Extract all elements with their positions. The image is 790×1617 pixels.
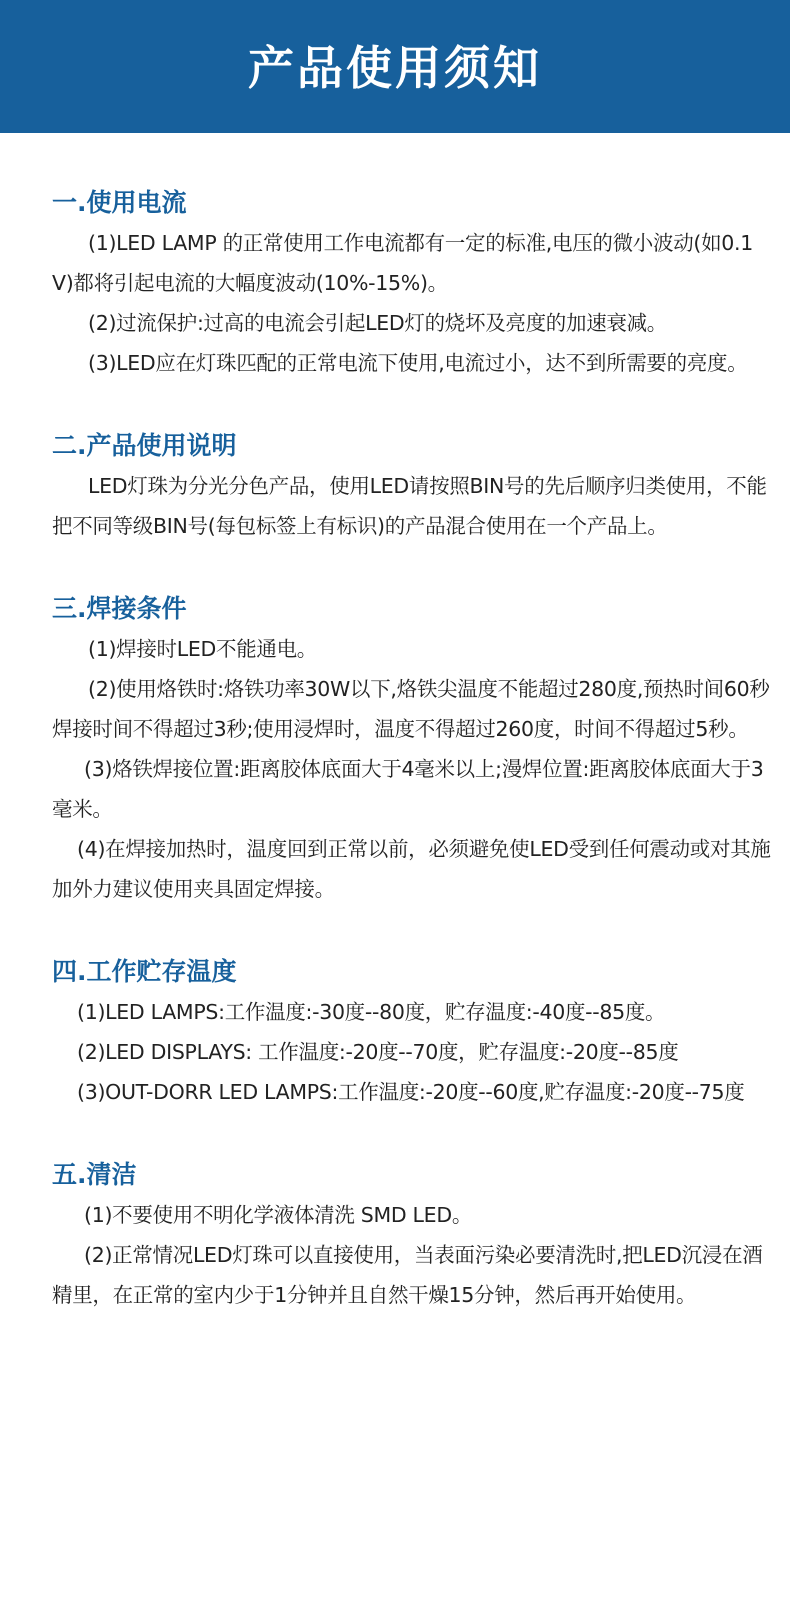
section-title: 一.使用电流 (52, 188, 187, 217)
section-title: 五.清洁 (52, 1160, 137, 1189)
paragraph: (2)使用烙铁时:烙铁功率30W以下,烙铁尖温度不能超过280度,预热时间60秒焊接时间不得超过3秒;使用浸焊时，温度不得超过260度，时间不得超过5秒。 (52, 677, 770, 741)
page-title: 产品使用须知 (248, 40, 542, 95)
paragraph: (2)LED DISPLAYS: 工作温度:-20度--70度，贮存温度:-20度--85度 (77, 1040, 679, 1064)
paragraph: (2)过流保护:过高的电流会引起LED灯的烧坏及亮度的加速衰减。 (88, 311, 668, 335)
section-title: 二.产品使用说明 (52, 431, 237, 460)
notice-content (52, 183, 772, 1358)
paragraph: (3)烙铁焊接位置:距离胶体底面大于4毫米以上;漫焊位置:距离胶体底面大于3毫米。 (52, 757, 764, 821)
header-banner (0, 0, 790, 133)
paragraph: LED灯珠为分光分色产品，使用LED请按照BIN号的先后顺序归类使用，不能把不同等级BIN号(每包标签上有标识)的产品混合使用在一个产品上。 (52, 474, 767, 538)
section-usage (52, 426, 772, 546)
paragraph: (3)LED应在灯珠匹配的正常电流下使用,电流过小，达不到所需要的亮度。 (88, 351, 748, 375)
paragraph: (2)正常情况LED灯珠可以直接使用，当表面污染必要清洗时,把LED沉浸在酒精里，在正常的室内少于1分钟并且自然干燥15分钟，然后再开始使用。 (52, 1243, 763, 1307)
section-cleaning (52, 1155, 772, 1315)
section-title: 三.焊接条件 (52, 594, 187, 623)
section-title: 四.工作贮存温度 (52, 957, 237, 986)
section-temperature (52, 952, 772, 1112)
paragraph: (1)不要使用不明化学液体清洗 SMD LED。 (84, 1203, 473, 1227)
paragraph: (3)OUT-DORR LED LAMPS:工作温度:-20度--60度,贮存温度:-20度--75度 (77, 1080, 745, 1104)
paragraph: (1)LED LAMPS:工作温度:-30度--80度，贮存温度:-40度--85度。 (77, 1000, 666, 1024)
paragraph: (4)在焊接加热时，温度回到正常以前，必须避免使LED受到任何震动或对其施加外力建议使用夹具固定焊接。 (52, 837, 771, 901)
section-current (52, 183, 772, 383)
paragraph: (1)LED LAMP 的正常使用工作电流都有一定的标准,电压的微小波动(如0.1V)都将引起电流的大幅度波动(10%-15%)。 (52, 231, 754, 295)
section-soldering (52, 589, 772, 909)
paragraph: (1)焊接时LED不能通电。 (88, 637, 317, 661)
